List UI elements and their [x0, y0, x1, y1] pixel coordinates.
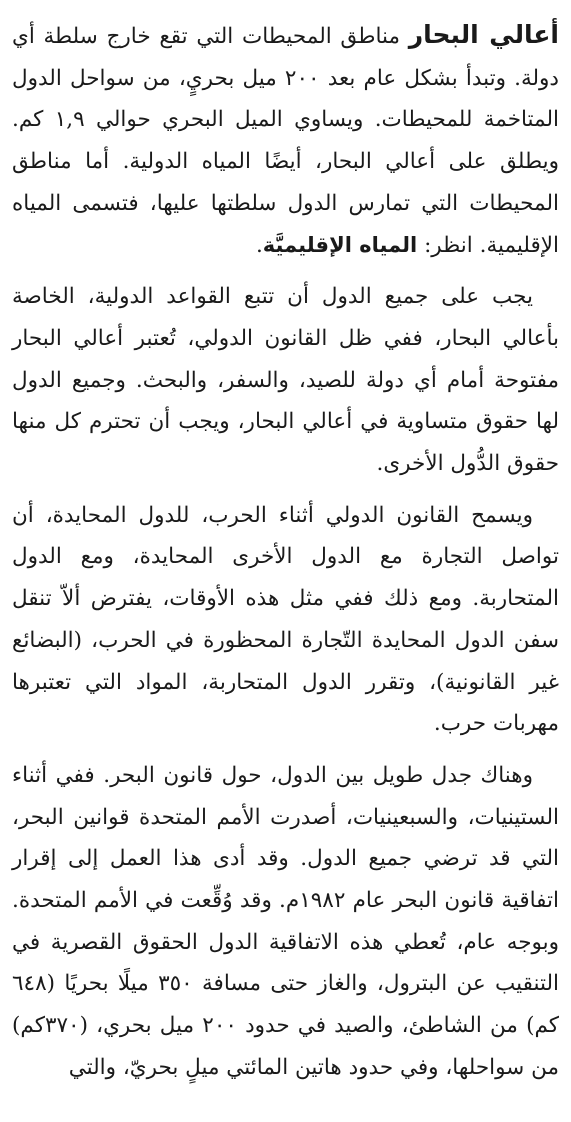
paragraph-war: ويسمح القانون الدولي أثناء الحرب، للدول المحايدة، أن تواصل التجارة مع الدول الأخرى المحايدة، ومع الدول المتحاربة. ومع ذلك ففي مثل هذه الأوقات، يفترض ألاّ تنقل سفن الدول المحايدة التّجارة المحظورة في الحرب، (البضائع غير القانونية)، وتقرر الدول المتحاربة، المواد التي تعتبرها مهربات حرب. — [12, 502, 559, 737]
see-also-end: . — [255, 232, 263, 258]
paragraph-rules: يجب على جميع الدول أن تتبع القواعد الدولية، الخاصة بأعالي البحار، ففي ظل القانون الدولي، تُعتبر أعالي البحار مفتوحة أمام أي دولة للصيد، والسفر، والبحث. وجميع الدول لها حقوق متساوية في أعالي البحار، ويجب أن تحترم كل منها حقوق الدُّول الأخرى. — [12, 284, 559, 477]
intro-text: مناطق المحيطات التي تقع خارج سلطة أي دولة. وتبدأ بشكل عام بعد ٢٠٠ ميل بحريٍ، من سواحل الدول المتاخمة للمحيطات. ويساوي الميل البحري حوالي ١,٩ كم. ويطلق على أعالي البحار، أيضًا المياه الدولية. أما مناطق المحيطات التي تمارس الدول سلطتها عليها، فتسمى المياه الإقليمية. انظر: — [12, 24, 559, 258]
see-also-term: المياه الإقليميَّة — [262, 232, 418, 257]
intro-paragraph — [12, 14, 559, 266]
heading-term: أعالي البحار — [408, 20, 559, 49]
paragraph-law-of-sea: وهناك جدل طويل بين الدول، حول قانون البحر. ففي أثناء الستينيات، والسبعينيات، أصدرت الأمم المتحدة قوانين البحر، التي قد ترضي جميع الدول. وقد أدى هذا العمل إلى إقرار اتفاقية قانون البحر عام ١٩٨٢م. وقد وُقِّعت في الأمم المتحدة. وبوجه عام، تُعطي هذه الاتفاقية الدول الحقوق القصرية في التنقيب عن البترول، والغاز حتى مسافة ٣٥٠ ميلًا بحريًا (٦٤٨ كم) من الشاطئ، والصيد في حدود ٢٠٠ ميل بحري، (٣٧٠كم) من سواحلها، وفي حدود هاتين المائتي ميلٍ بحريّ، والتي — [12, 762, 560, 1080]
